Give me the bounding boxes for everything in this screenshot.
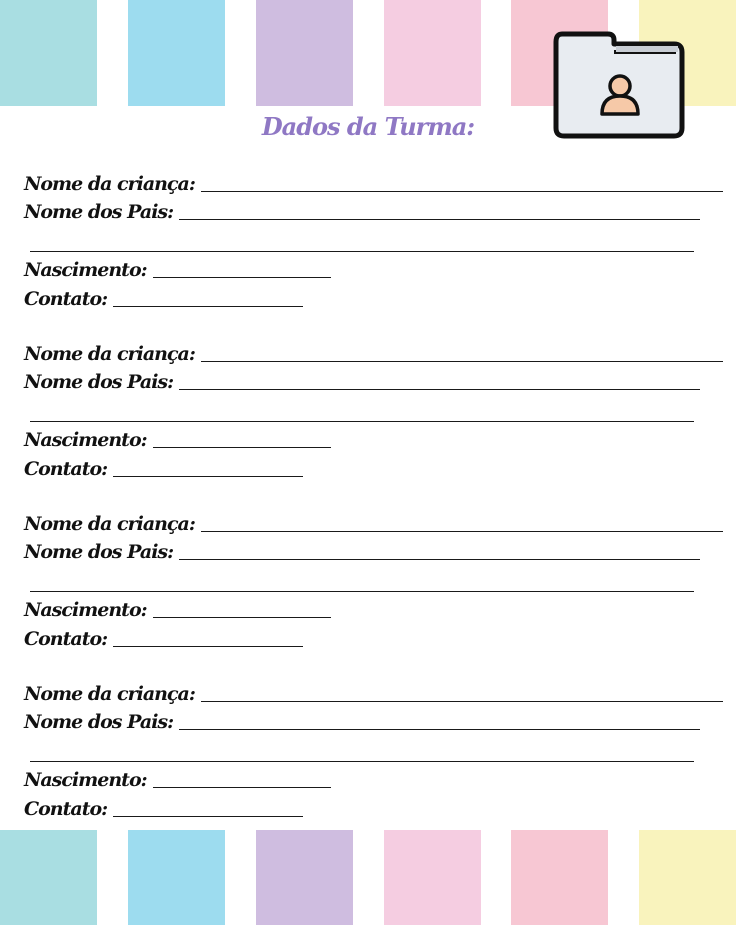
parents-name-row [24, 538, 700, 564]
stripe-pink [384, 0, 481, 106]
parents-name-field[interactable] [179, 219, 700, 220]
child-name-field[interactable] [201, 191, 723, 192]
contact-field[interactable] [113, 816, 303, 817]
stripe-blue [128, 830, 225, 925]
parents-name-row [24, 708, 700, 734]
stripe-pink [384, 830, 481, 925]
child-name-row [24, 510, 723, 536]
birth-field[interactable] [153, 277, 331, 278]
parents-name-field[interactable] [179, 389, 700, 390]
contact-label: Contato: [24, 628, 108, 650]
contact-row [24, 285, 303, 311]
child-name-row [24, 170, 723, 196]
contact-label: Contato: [24, 458, 108, 480]
child-name-label: Nome da criança: [24, 343, 195, 365]
birth-row [24, 766, 331, 792]
parents-name-continuation-field[interactable] [30, 591, 694, 592]
birth-field[interactable] [153, 617, 331, 618]
stripe-rose [511, 830, 608, 925]
student-record [0, 170, 736, 340]
student-record [0, 340, 736, 510]
student-record [0, 680, 736, 850]
birth-row [24, 596, 331, 622]
parents-name-row [24, 368, 700, 394]
child-name-label: Nome da criança: [24, 173, 195, 195]
child-name-row [24, 340, 723, 366]
birth-row [24, 256, 331, 282]
child-name-field[interactable] [201, 701, 723, 702]
parents-name-continuation-field[interactable] [30, 761, 694, 762]
parents-name-label: Nome dos Pais: [24, 371, 174, 393]
parents-name-row [24, 198, 700, 224]
child-name-field[interactable] [201, 531, 723, 532]
contact-label: Contato: [24, 288, 108, 310]
contact-row [24, 625, 303, 651]
contact-label: Contato: [24, 798, 108, 820]
stripe-blue [128, 0, 225, 106]
child-name-label: Nome da criança: [24, 683, 195, 705]
child-name-row [24, 680, 723, 706]
stripe-teal [0, 830, 97, 925]
contact-field[interactable] [113, 646, 303, 647]
contact-row [24, 455, 303, 481]
parents-name-continuation-field[interactable] [30, 421, 694, 422]
contact-row [24, 795, 303, 821]
parents-name-label: Nome dos Pais: [24, 541, 174, 563]
stripe-lilac [256, 830, 353, 925]
student-record [0, 510, 736, 680]
birth-label: Nascimento: [24, 599, 147, 621]
parents-name-field[interactable] [179, 729, 700, 730]
birth-label: Nascimento: [24, 259, 147, 281]
child-name-field[interactable] [201, 361, 723, 362]
stripe-lilac [256, 0, 353, 106]
stripe-yellow [639, 830, 736, 925]
birth-field[interactable] [153, 447, 331, 448]
child-name-label: Nome da criança: [24, 513, 195, 535]
birth-label: Nascimento: [24, 769, 147, 791]
stripe-teal [0, 0, 97, 106]
birth-label: Nascimento: [24, 429, 147, 451]
birth-field[interactable] [153, 787, 331, 788]
contact-field[interactable] [113, 306, 303, 307]
birth-row [24, 426, 331, 452]
parents-name-field[interactable] [179, 559, 700, 560]
parents-name-label: Nome dos Pais: [24, 711, 174, 733]
contact-field[interactable] [113, 476, 303, 477]
parents-name-label: Nome dos Pais: [24, 201, 174, 223]
page-title: Dados da Turma: [261, 112, 475, 141]
parents-name-continuation-field[interactable] [30, 251, 694, 252]
bottom-color-stripes [0, 830, 736, 925]
